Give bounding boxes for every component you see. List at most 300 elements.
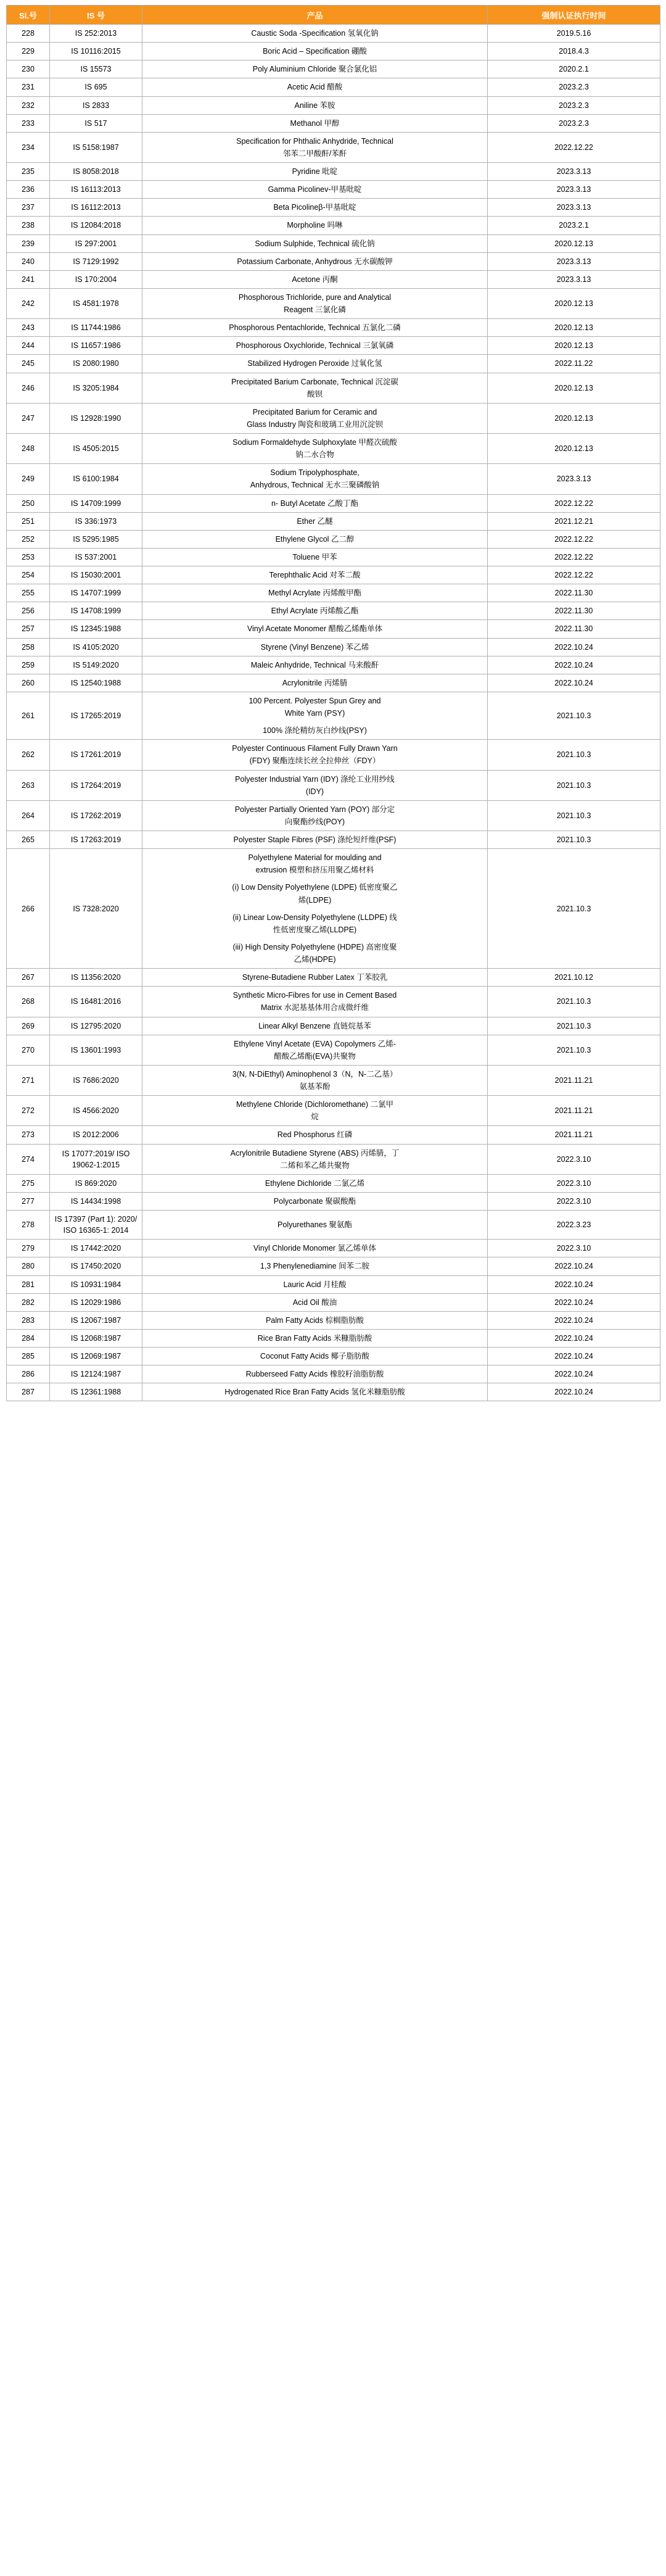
- cell-is-number: IS 11356:2020: [50, 969, 142, 987]
- cell-is-number: IS 17262:2019: [50, 800, 142, 830]
- cell-sl: 235: [7, 163, 50, 181]
- product-line: Boric Acid – Specification 硼酸: [263, 47, 367, 56]
- product-line: 二烯和苯乙烯共聚物: [280, 1161, 350, 1170]
- cell-sl: 286: [7, 1365, 50, 1383]
- cell-date: 2022.12.22: [488, 494, 660, 512]
- product-line: (IDY): [305, 787, 324, 796]
- product-line: 乙烯(HDPE): [294, 955, 336, 964]
- cell-is-number: IS 11744:1986: [50, 319, 142, 337]
- table-row: [7, 234, 660, 252]
- cell-sl: 265: [7, 831, 50, 849]
- product-line: Potassium Carbonate, Anhydrous 无水碳酸钾: [237, 257, 393, 266]
- table-row: [7, 969, 660, 987]
- cell-sl: 229: [7, 43, 50, 60]
- cell-product: [142, 1240, 488, 1257]
- table-row: [7, 1192, 660, 1210]
- cell-sl: 247: [7, 403, 50, 433]
- cell-date: 2022.12.22: [488, 548, 660, 566]
- cell-date: 2022.10.24: [488, 656, 660, 674]
- cell-sl: 238: [7, 217, 50, 234]
- cell-sl: 237: [7, 199, 50, 217]
- cell-is-number: IS 10931:1984: [50, 1275, 142, 1293]
- cell-is-number: IS 4505:2015: [50, 434, 142, 464]
- cell-date: 2022.10.24: [488, 1257, 660, 1275]
- cell-product: [142, 1348, 488, 1365]
- cell-date: 2021.11.21: [488, 1065, 660, 1095]
- product-line: Precipitated Barium Carbonate, Technical 沉淀碳: [231, 377, 398, 386]
- cell-is-number: IS 13601:1993: [50, 1035, 142, 1065]
- cell-product: [142, 800, 488, 830]
- cell-product: [142, 1035, 488, 1065]
- product-line: Polyester Industrial Yarn (IDY) 涤纶工业用纱线: [235, 774, 395, 784]
- cell-date: 2022.10.24: [488, 1293, 660, 1311]
- cell-date: 2022.3.10: [488, 1240, 660, 1257]
- product-line: Ether 乙醚: [297, 516, 333, 526]
- cell-is-number: IS 15030:2001: [50, 566, 142, 584]
- cell-product: [142, 355, 488, 373]
- cell-date: 2021.10.3: [488, 831, 660, 849]
- product-line: Methylene Chloride (Dichloromethane) 二氯甲: [236, 1100, 393, 1109]
- product-line: extrusion 模塑和挤压用聚乙烯材料: [255, 866, 374, 875]
- product-line: Vinyl Acetate Monomer 醋酸乙烯酯单体: [247, 624, 383, 634]
- cell-product: [142, 620, 488, 638]
- product-line: Reagent 三氯化磷: [284, 305, 346, 314]
- cell-sl: 277: [7, 1192, 50, 1210]
- cell-sl: 236: [7, 181, 50, 199]
- product-line: Toluene 甲苯: [292, 552, 337, 561]
- product-line: 邻苯二甲酸酐/苯酐: [282, 149, 347, 158]
- product-line: Anhydrous, Technical 无水三聚磷酸钠: [250, 481, 380, 490]
- cell-sl: 241: [7, 270, 50, 288]
- cell-is-number: IS 14709:1999: [50, 494, 142, 512]
- product-line: Polyester Partially Oriented Yarn (POY) 部分定: [234, 805, 395, 814]
- product-line: Terephthalic Acid 对苯二酸: [269, 571, 361, 579]
- cell-product: [142, 132, 488, 162]
- product-line: (i) Low Density Polyethylene (LDPE) 低密度聚乙: [232, 883, 398, 892]
- table-row: [7, 319, 660, 337]
- cell-is-number: IS 252:2013: [50, 25, 142, 43]
- cell-is-number: IS 12067:1987: [50, 1311, 142, 1329]
- cell-is-number: IS 15573: [50, 60, 142, 78]
- table-row: [7, 831, 660, 849]
- table-row: [7, 78, 660, 96]
- cell-is-number: IS 12068:1987: [50, 1329, 142, 1347]
- cell-sl: 243: [7, 319, 50, 337]
- cell-sl: 228: [7, 25, 50, 43]
- table-row: [7, 1017, 660, 1035]
- cell-sl: 240: [7, 252, 50, 270]
- table-row: [7, 1211, 660, 1240]
- cell-product: [142, 1257, 488, 1275]
- product-line: (iii) High Density Polyethylene (HDPE) 高密度聚: [232, 942, 397, 951]
- cell-sl: 258: [7, 638, 50, 656]
- table-row: [7, 96, 660, 114]
- cell-date: 2022.12.22: [488, 132, 660, 162]
- cell-product: [142, 692, 488, 739]
- product-line: Morpholine 吗啉: [287, 221, 343, 230]
- product-line: Phosphorous Pentachloride, Technical 五氯化二磷: [229, 323, 401, 333]
- table-row: [7, 584, 660, 602]
- cell-sl: 246: [7, 373, 50, 403]
- product-line: Methanol 甲醇: [290, 118, 340, 128]
- column-header-is: IS 号: [50, 6, 142, 25]
- cell-product: [142, 43, 488, 60]
- product-line: Aniline 苯胺: [294, 101, 335, 110]
- product-line: (FDY) 聚酯连续长丝全拉伸丝（FDY）: [249, 756, 380, 766]
- cell-date: 2021.10.3: [488, 1035, 660, 1065]
- cell-is-number: IS 14708:1999: [50, 602, 142, 620]
- product-line: 醋酸乙烯酯(EVA)共聚物: [274, 1051, 356, 1061]
- cell-sl: 284: [7, 1329, 50, 1347]
- cell-date: 2022.11.30: [488, 620, 660, 638]
- cell-date: 2019.5.16: [488, 25, 660, 43]
- product-line: Polycarbonate 聚碳酸酯: [273, 1196, 356, 1206]
- cell-sl: 269: [7, 1017, 50, 1035]
- cell-product: [142, 849, 488, 969]
- cell-product: [142, 319, 488, 337]
- cell-is-number: IS 537:2001: [50, 548, 142, 566]
- cell-product: [142, 1174, 488, 1192]
- table-row: [7, 1065, 660, 1095]
- cell-product: [142, 252, 488, 270]
- cell-date: 2018.4.3: [488, 43, 660, 60]
- cell-product: [142, 163, 488, 181]
- standards-table: [6, 5, 660, 1401]
- cell-product: [142, 1383, 488, 1401]
- product-line: [146, 876, 483, 882]
- cell-date: 2022.12.22: [488, 566, 660, 584]
- cell-sl: 280: [7, 1257, 50, 1275]
- cell-is-number: IS 17397 (Part 1): 2020/ ISO 16365-1: 2014: [50, 1211, 142, 1240]
- table-row: [7, 1035, 660, 1065]
- cell-is-number: IS 17261:2019: [50, 740, 142, 770]
- cell-date: 2023.2.3: [488, 78, 660, 96]
- cell-product: [142, 337, 488, 355]
- cell-is-number: IS 2012:2006: [50, 1126, 142, 1144]
- cell-product: [142, 1365, 488, 1383]
- cell-sl: 248: [7, 434, 50, 464]
- cell-is-number: IS 12345:1988: [50, 620, 142, 638]
- cell-sl: 266: [7, 849, 50, 969]
- cell-is-number: IS 14434:1998: [50, 1192, 142, 1210]
- column-header-sl: Sl.号: [7, 6, 50, 25]
- product-line: White Yarn (PSY): [284, 709, 345, 718]
- cell-product: [142, 1096, 488, 1126]
- product-line: Sodium Formaldehyde Sulphoxylate 甲醛次硫酸: [232, 438, 397, 447]
- cell-date: 2023.3.13: [488, 270, 660, 288]
- product-line: n- Butyl Acetate 乙酸丁酯: [271, 499, 359, 508]
- cell-date: 2020.12.13: [488, 337, 660, 355]
- cell-is-number: IS 8058:2018: [50, 163, 142, 181]
- table-row: [7, 373, 660, 403]
- table-row: [7, 620, 660, 638]
- product-line: 向聚酯纱线(POY): [284, 817, 345, 826]
- cell-is-number: IS 12029:1986: [50, 1293, 142, 1311]
- cell-date: 2022.10.24: [488, 638, 660, 656]
- cell-date: 2022.10.24: [488, 1275, 660, 1293]
- product-line: 氨基苯酚: [299, 1082, 331, 1091]
- cell-date: 2021.12.21: [488, 512, 660, 530]
- cell-product: [142, 217, 488, 234]
- cell-sl: 245: [7, 355, 50, 373]
- product-line: (ii) Linear Low-Density Polyethylene (LLDPE) 线: [232, 913, 397, 922]
- cell-date: 2022.10.24: [488, 1365, 660, 1383]
- cell-is-number: IS 4581:1978: [50, 288, 142, 318]
- product-line: Gamma Picolinev-甲基吡啶: [268, 185, 362, 194]
- table-row: [7, 1096, 660, 1126]
- cell-date: 2020.12.13: [488, 288, 660, 318]
- product-line: 100% 涤纶精纺灰白纱线(PSY): [263, 726, 367, 735]
- product-line: Coconut Fatty Acids 椰子脂肪酸: [260, 1352, 370, 1360]
- cell-is-number: IS 12124:1987: [50, 1365, 142, 1383]
- product-line: Vinyl Chloride Monomer 氯乙烯单体: [253, 1244, 377, 1253]
- cell-is-number: IS 12084:2018: [50, 217, 142, 234]
- cell-is-number: IS 14707:1999: [50, 584, 142, 602]
- table-row: [7, 1174, 660, 1192]
- table-row: [7, 217, 660, 234]
- table-row: [7, 288, 660, 318]
- cell-product: [142, 656, 488, 674]
- cell-is-number: IS 170:2004: [50, 270, 142, 288]
- cell-date: 2023.2.3: [488, 114, 660, 132]
- product-line: Red Phosphorus 红磷: [277, 1130, 353, 1140]
- table-row: [7, 987, 660, 1017]
- cell-date: 2022.11.22: [488, 355, 660, 373]
- cell-product: [142, 969, 488, 987]
- cell-product: [142, 674, 488, 692]
- cell-is-number: IS 336:1973: [50, 512, 142, 530]
- cell-date: 2022.10.24: [488, 1311, 660, 1329]
- table-row: [7, 199, 660, 217]
- table-row: [7, 1365, 660, 1383]
- cell-date: 2023.3.13: [488, 199, 660, 217]
- cell-sl: 231: [7, 78, 50, 96]
- cell-is-number: IS 10116:2015: [50, 43, 142, 60]
- table-row: [7, 548, 660, 566]
- cell-is-number: IS 12928:1990: [50, 403, 142, 433]
- table-row: [7, 252, 660, 270]
- product-line: Acrylonitrile 丙烯腈: [282, 678, 348, 687]
- cell-sl: 251: [7, 512, 50, 530]
- cell-sl: 272: [7, 1096, 50, 1126]
- cell-sl: 262: [7, 740, 50, 770]
- cell-is-number: IS 16112:2013: [50, 199, 142, 217]
- cell-product: [142, 373, 488, 403]
- table-row: [7, 1144, 660, 1174]
- product-line: Phosphorous Trichloride, pure and Analytical: [238, 292, 392, 302]
- product-line: 1,3 Phenylenediamine 间苯二胺: [260, 1262, 370, 1271]
- cell-is-number: IS 4105:2020: [50, 638, 142, 656]
- cell-date: 2021.10.3: [488, 800, 660, 830]
- cell-sl: 275: [7, 1174, 50, 1192]
- table-row: [7, 530, 660, 548]
- table-row: [7, 355, 660, 373]
- product-line: Lauric Acid 月桂酸: [283, 1280, 347, 1289]
- cell-product: [142, 1192, 488, 1210]
- product-line: Polyurethanes 聚氨酯: [278, 1220, 352, 1230]
- product-line: 烷: [311, 1112, 319, 1122]
- cell-product: [142, 770, 488, 800]
- table-row: [7, 163, 660, 181]
- cell-sl: 273: [7, 1126, 50, 1144]
- cell-is-number: IS 17442:2020: [50, 1240, 142, 1257]
- cell-sl: 239: [7, 234, 50, 252]
- cell-sl: 244: [7, 337, 50, 355]
- table-row: [7, 464, 660, 494]
- cell-product: [142, 464, 488, 494]
- cell-date: 2022.11.30: [488, 602, 660, 620]
- cell-product: [142, 1144, 488, 1174]
- cell-date: 2022.3.10: [488, 1192, 660, 1210]
- cell-sl: 283: [7, 1311, 50, 1329]
- cell-is-number: IS 17450:2020: [50, 1257, 142, 1275]
- product-line: Rubberseed Fatty Acids 橡胶籽油脂肪酸: [245, 1370, 384, 1379]
- cell-is-number: IS 7686:2020: [50, 1065, 142, 1095]
- table-row: [7, 494, 660, 512]
- table-row: [7, 566, 660, 584]
- cell-sl: 271: [7, 1065, 50, 1095]
- cell-is-number: IS 12795:2020: [50, 1017, 142, 1035]
- cell-date: 2021.11.21: [488, 1096, 660, 1126]
- product-line: [146, 719, 483, 725]
- cell-sl: 267: [7, 969, 50, 987]
- cell-sl: 264: [7, 800, 50, 830]
- table-row: [7, 1126, 660, 1144]
- table-row: [7, 770, 660, 800]
- cell-is-number: IS 869:2020: [50, 1174, 142, 1192]
- cell-product: [142, 181, 488, 199]
- cell-date: 2022.10.24: [488, 1329, 660, 1347]
- cell-product: [142, 740, 488, 770]
- cell-is-number: IS 12540:1988: [50, 674, 142, 692]
- product-line: [146, 935, 483, 942]
- cell-product: [142, 434, 488, 464]
- table-header-row: [7, 6, 660, 25]
- cell-is-number: IS 5149:2020: [50, 656, 142, 674]
- cell-sl: 281: [7, 1275, 50, 1293]
- cell-sl: 254: [7, 566, 50, 584]
- cell-date: 2021.10.3: [488, 692, 660, 739]
- cell-sl: 242: [7, 288, 50, 318]
- table-row: [7, 337, 660, 355]
- cell-date: 2022.10.24: [488, 1348, 660, 1365]
- cell-is-number: IS 7328:2020: [50, 849, 142, 969]
- product-line: Sodium Sulphide, Technical 硫化钠: [255, 239, 375, 248]
- table-row: [7, 403, 660, 433]
- table-header: [7, 6, 660, 25]
- cell-date: 2021.10.12: [488, 969, 660, 987]
- cell-date: 2020.12.13: [488, 234, 660, 252]
- cell-product: [142, 1126, 488, 1144]
- product-line: Synthetic Micro-Fibres for use in Cement Based: [232, 991, 397, 1000]
- cell-sl: 287: [7, 1383, 50, 1401]
- cell-is-number: IS 5158:1987: [50, 132, 142, 162]
- cell-sl: 256: [7, 602, 50, 620]
- cell-product: [142, 512, 488, 530]
- cell-sl: 268: [7, 987, 50, 1017]
- cell-is-number: IS 3205:1984: [50, 373, 142, 403]
- cell-date: 2021.11.21: [488, 1126, 660, 1144]
- cell-date: 2021.10.3: [488, 849, 660, 969]
- product-line: Styrene-Butadiene Rubber Latex 丁苯胶乳: [242, 973, 388, 982]
- cell-product: [142, 638, 488, 656]
- product-line: 性低密度聚乙烯(LLDPE): [273, 925, 357, 934]
- product-line: Ethylene Dichloride 二氯乙烯: [265, 1178, 365, 1188]
- cell-date: 2023.3.13: [488, 252, 660, 270]
- product-line: Caustic Soda -Specification 氢氧化钠: [251, 29, 379, 38]
- table-row: [7, 692, 660, 739]
- product-line: Acetone 丙酮: [292, 275, 338, 284]
- cell-is-number: IS 16113:2013: [50, 181, 142, 199]
- product-line: Linear Alkyl Benzene 直链烷基苯: [258, 1021, 371, 1030]
- cell-is-number: IS 12361:1988: [50, 1383, 142, 1401]
- product-line: Ethylene Glycol 乙二醇: [275, 534, 355, 544]
- product-line: Specification for Phthalic Anhydride, Technical: [236, 136, 393, 146]
- table-row: [7, 638, 660, 656]
- cell-product: [142, 403, 488, 433]
- cell-product: [142, 1329, 488, 1347]
- product-line: 钠二水合物: [295, 450, 334, 460]
- cell-product: [142, 602, 488, 620]
- cell-date: 2021.10.3: [488, 987, 660, 1017]
- table-row: [7, 1311, 660, 1329]
- product-line: Polyethylene Material for moulding and: [248, 853, 382, 863]
- table-row: [7, 512, 660, 530]
- table-row: [7, 60, 660, 78]
- product-line: Acid Oil 酸油: [292, 1298, 337, 1307]
- cell-product: [142, 1293, 488, 1311]
- product-line: Styrene (Vinyl Benzene) 苯乙烯: [260, 642, 369, 652]
- product-line: Ethylene Vinyl Acetate (EVA) Copolymers 乙烯-: [234, 1039, 396, 1048]
- product-line: Pyridine 吡啶: [292, 167, 338, 176]
- cell-product: [142, 114, 488, 132]
- cell-product: [142, 1311, 488, 1329]
- cell-is-number: IS 5295:1985: [50, 530, 142, 548]
- cell-product: [142, 234, 488, 252]
- cell-is-number: IS 11657:1986: [50, 337, 142, 355]
- product-line: Poly Aluminium Chloride 聚合氯化铝: [252, 65, 377, 74]
- cell-is-number: IS 12069:1987: [50, 1348, 142, 1365]
- cell-is-number: IS 2080:1980: [50, 355, 142, 373]
- cell-product: [142, 1211, 488, 1240]
- cell-is-number: IS 695: [50, 78, 142, 96]
- product-line: 3(N, N-DiEthyl) Aminophenol 3（N，N-二乙基）: [232, 1069, 398, 1079]
- cell-date: 2022.3.10: [488, 1174, 660, 1192]
- product-line: Stabilized Hydrogen Peroxide 过氧化氢: [247, 359, 382, 368]
- cell-date: 2020.12.13: [488, 319, 660, 337]
- cell-date: 2023.2.3: [488, 96, 660, 114]
- table-row: [7, 1383, 660, 1401]
- cell-product: [142, 548, 488, 566]
- product-line: Palm Fatty Acids 棕榈脂肪酸: [265, 1315, 364, 1325]
- product-line: Rice Bran Fatty Acids 米糠脂肪酸: [257, 1333, 372, 1343]
- column-header-product: 产品: [142, 6, 488, 25]
- cell-sl: 282: [7, 1293, 50, 1311]
- cell-sl: 263: [7, 770, 50, 800]
- cell-sl: 233: [7, 114, 50, 132]
- cell-date: 2020.12.13: [488, 434, 660, 464]
- table-row: [7, 800, 660, 830]
- table-row: [7, 270, 660, 288]
- product-line: Acrylonitrile Butadiene Styrene (ABS) 丙烯腈，丁: [230, 1148, 400, 1158]
- product-line: 酸钡: [306, 389, 323, 399]
- cell-is-number: IS 517: [50, 114, 142, 132]
- product-line: 烯(LDPE): [298, 895, 332, 905]
- table-row: [7, 114, 660, 132]
- cell-product: [142, 78, 488, 96]
- cell-product: [142, 288, 488, 318]
- table-body: [7, 25, 660, 1401]
